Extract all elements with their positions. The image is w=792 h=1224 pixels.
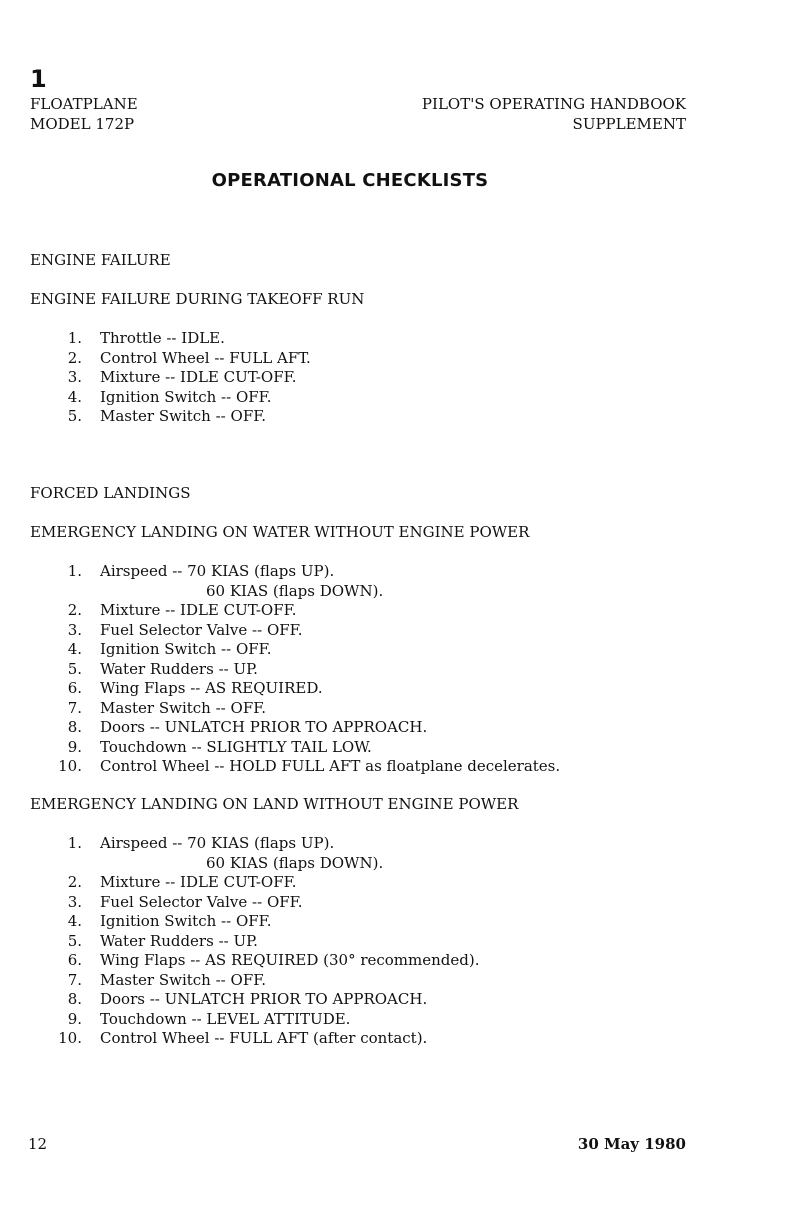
header-model: MODEL 172P — [30, 115, 135, 133]
subheading-takeoff-run: ENGINE FAILURE DURING TAKEOFF RUN — [30, 290, 365, 308]
document-page: 1 FLOATPLANE MODEL 172P PILOT'S OPERATING HANDBOOK SUPPLEMENT OPERATIONAL CHECKLISTS ENGINE FAILURE ENGINE FAILURE DURING TAKEOFF RUN 1. Throttle -- IDLE. 2. Control Wheel -- FULL AFT. 3. Mixture -- IDLE CUT-OFF. 4. Ignition Switch -- OFF. 5. Master Switch -- OFF. FORCED LANDINGS EMERGENCY LANDING ON WATER WITHOUT ENGINE POWER 1. Airspeed -- 70 KIAS (flaps UP). 60 KIAS (flaps DOWN). 2. Mixture -- IDLE CUT-OFF. 3. Fuel Selector Valve -- OFF. 4. Ignition Switch -- OFF. 5. Water Rudders -- UP. 6. Wing Flaps -- AS REQUIRED. 7. Master Switch -- OFF. 8. Doors -- UNLATCH PRIOR TO APPROACH. 9. Touchdown -- SLIGHTLY TAIL LOW. 10. Control Wheel -- HOLD FULL AFT as floatplane decelerates. EMERGENCY LANDING ON LAND WITHOUT ENGINE POWER 1. Airspeed -- 70 KIAS (flaps UP). 60 KIAS (flaps DOWN). 2. Mixture -- IDLE CUT-OFF. 3. Fuel Selector Valve -- OFF. 4. Ignition Switch -- OFF. 5. Water Rudders -- UP. 6. Wing Flaps -- AS REQUIRED (30° recommended). 7. Master Switch -- OFF. 8. Doors -- UNLATCH PRIOR TO APPROACH. 9. Touchdown -- LEVEL ATTITUDE. 10. Control Wheel -- FULL AFT (after contact). 12 30 May 1980 — [0, 0, 792, 1224]
header-aircraft-type: FLOATPLANE — [30, 95, 138, 113]
subheading-landing-on-land: EMERGENCY LANDING ON LAND WITHOUT ENGINE POWER — [30, 795, 519, 813]
header-handbook-title: PILOT'S OPERATING HANDBOOK — [421, 95, 686, 113]
section-number: 1 — [30, 65, 47, 93]
page-number: 12 — [28, 1135, 48, 1153]
section-heading-forced-landings: FORCED LANDINGS — [30, 484, 191, 502]
subheading-landing-on-water: EMERGENCY LANDING ON WATER WITHOUT ENGINE POWER — [30, 523, 530, 541]
revision-date: 30 May 1980 — [577, 1135, 686, 1153]
header-left — [30, 94, 138, 134]
section-heading-engine-failure: ENGINE FAILURE — [30, 251, 171, 269]
header-right — [422, 94, 686, 134]
page-title: OPERATIONAL CHECKLISTS — [211, 170, 489, 191]
header-supplement: SUPPLEMENT — [572, 115, 686, 133]
